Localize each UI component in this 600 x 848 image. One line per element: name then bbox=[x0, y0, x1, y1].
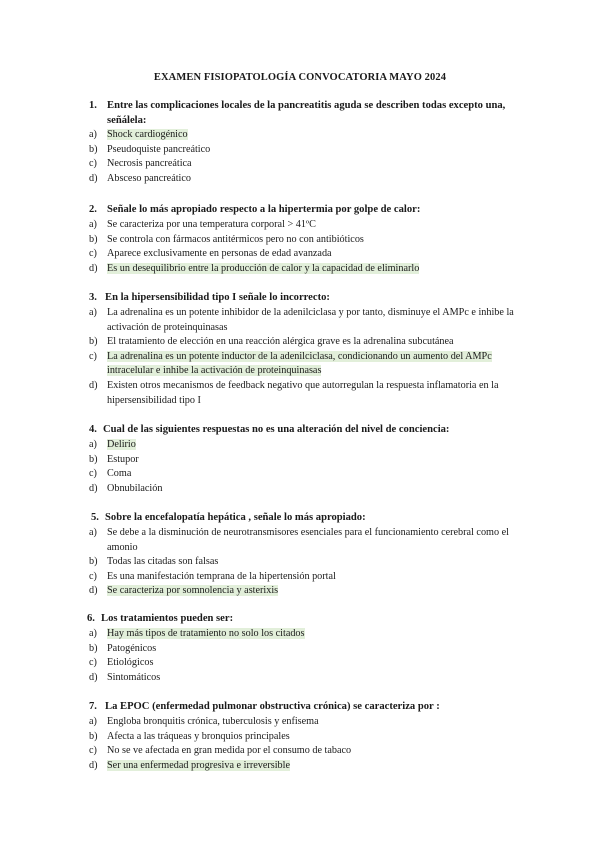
option-letter: d) bbox=[89, 759, 98, 771]
correct-answer-text bbox=[107, 350, 519, 379]
option-text bbox=[107, 233, 519, 248]
option-label: Aparece exclusivamente en personas de edad avanzada bbox=[107, 248, 332, 260]
question-heading bbox=[0, 203, 600, 218]
answer-option-2-d bbox=[0, 262, 600, 277]
option-label: No se ve afectada en gran medida por el consumo de tabaco bbox=[107, 745, 352, 757]
answer-option-2-a bbox=[0, 218, 600, 233]
option-label: La adrenalina es un potente inhibidor de la adenilciclasa y por tanto, disminuye el AMPc e inhibe la activación de proteinquinasas bbox=[107, 307, 514, 333]
question-text: Sobre la encefalopatía hepática , señale lo más apropiado: bbox=[105, 512, 366, 523]
question-6 bbox=[0, 612, 600, 685]
correct-answer-highlight: Delirio bbox=[107, 439, 136, 450]
question-5 bbox=[0, 511, 600, 599]
option-label: Todas las citadas son falsas bbox=[107, 556, 219, 568]
answer-option-1-a bbox=[0, 128, 600, 143]
option-text bbox=[107, 379, 519, 408]
option-text bbox=[107, 671, 519, 686]
question-heading bbox=[0, 99, 600, 128]
option-text bbox=[107, 730, 519, 745]
option-text bbox=[107, 526, 519, 555]
option-label: El tratamiento de elección en una reacción alérgica grave es la adrenalina subcutánea bbox=[107, 336, 454, 348]
answer-option-7-c bbox=[0, 744, 600, 759]
question-number: 5. bbox=[91, 512, 99, 523]
option-text bbox=[107, 656, 519, 671]
question-2 bbox=[0, 203, 600, 276]
option-label: Patogénicos bbox=[107, 642, 157, 654]
option-label: Sintomáticos bbox=[107, 671, 161, 683]
option-letter: b) bbox=[89, 143, 98, 155]
option-letter: c) bbox=[89, 657, 97, 669]
option-label: Existen otros mecanismos de feedback negativo que autorregulan la respuesta inflamatoria en la hipersensibilidad tipo I bbox=[107, 379, 499, 406]
option-text bbox=[107, 555, 519, 570]
correct-answer-highlight: Hay más tipos de tratamiento no solo los citados bbox=[107, 628, 305, 639]
question-number: 2. bbox=[89, 204, 97, 215]
option-letter: c) bbox=[89, 248, 97, 260]
answer-option-4-d bbox=[0, 482, 600, 497]
answer-option-1-c bbox=[0, 157, 600, 172]
option-letter: c) bbox=[89, 468, 97, 480]
option-letter: a) bbox=[89, 628, 97, 639]
correct-answer-highlight: Ser una enfermedad progresiva e irreversible bbox=[107, 759, 291, 771]
answer-option-6-c bbox=[0, 656, 600, 671]
option-text bbox=[107, 218, 519, 233]
answer-option-7-d bbox=[0, 759, 600, 774]
answer-option-6-d bbox=[0, 671, 600, 686]
option-letter: b) bbox=[89, 453, 98, 465]
answer-option-2-c bbox=[0, 247, 600, 262]
option-text bbox=[107, 482, 519, 497]
question-heading bbox=[0, 700, 600, 715]
answer-option-4-b bbox=[0, 453, 600, 468]
option-letter: c) bbox=[89, 745, 97, 757]
answer-option-7-b bbox=[0, 730, 600, 745]
question-text: En la hipersensibilidad tipo I señale lo incorrecto: bbox=[105, 292, 330, 303]
question-heading bbox=[0, 511, 600, 526]
answer-option-2-b bbox=[0, 233, 600, 248]
option-text bbox=[107, 715, 519, 730]
option-letter: a) bbox=[89, 439, 97, 450]
option-text bbox=[107, 172, 519, 187]
option-letter: d) bbox=[89, 482, 98, 494]
option-letter: a) bbox=[89, 307, 97, 318]
option-letter: d) bbox=[89, 379, 98, 391]
option-label: Se caracteriza por una temperatura corporal > 41ºC bbox=[107, 219, 316, 230]
option-label: Absceso pancreático bbox=[107, 172, 192, 184]
option-letter: a) bbox=[89, 219, 97, 230]
question-7 bbox=[0, 700, 600, 773]
correct-answer-highlight: Se caracteriza por somnolencia y asterixis bbox=[107, 585, 279, 597]
option-letter: b) bbox=[89, 336, 98, 348]
option-letter: a) bbox=[89, 527, 97, 538]
option-text bbox=[107, 570, 519, 585]
question-text: La EPOC (enfermedad pulmonar obstructiva crónica) se caracteriza por : bbox=[105, 701, 440, 712]
option-letter: b) bbox=[89, 233, 98, 245]
correct-answer-text bbox=[107, 438, 519, 453]
option-letter: c) bbox=[89, 350, 97, 362]
answer-option-5-d bbox=[0, 584, 600, 599]
correct-answer-text bbox=[107, 627, 519, 642]
correct-answer-highlight: Es un desequilibrio entre la producción de calor y la capacidad de eliminarlo bbox=[107, 262, 420, 274]
option-label: Es una manifestación temprana de la hipertensión portal bbox=[107, 570, 336, 582]
option-letter: d) bbox=[89, 262, 98, 274]
question-number: 3. bbox=[89, 292, 97, 303]
answer-option-3-c bbox=[0, 350, 600, 379]
question-heading bbox=[0, 423, 600, 438]
option-label: Pseudoquiste pancreático bbox=[107, 143, 211, 155]
question-number: 7. bbox=[89, 701, 97, 712]
option-letter: d) bbox=[89, 585, 98, 597]
question-text: Cual de las siguientes respuestas no es una alteración del nivel de conciencia: bbox=[103, 424, 450, 435]
option-text bbox=[107, 642, 519, 657]
option-label: Etiológicos bbox=[107, 657, 154, 669]
option-letter: a) bbox=[89, 716, 97, 727]
answer-option-5-c bbox=[0, 570, 600, 585]
question-heading bbox=[0, 612, 600, 627]
correct-answer-text bbox=[107, 128, 519, 143]
answer-option-3-b bbox=[0, 335, 600, 350]
correct-answer-text bbox=[107, 759, 519, 774]
question-text: Señale lo más apropiado respecto a la hipertermia por golpe de calor: bbox=[107, 204, 421, 215]
question-number: 1. bbox=[89, 100, 97, 111]
answer-option-3-a bbox=[0, 306, 600, 335]
question-number: 4. bbox=[89, 424, 97, 435]
answer-option-3-d bbox=[0, 379, 600, 408]
correct-answer-highlight: Shock cardiogénico bbox=[107, 129, 188, 140]
answer-option-6-b bbox=[0, 642, 600, 657]
option-letter: d) bbox=[89, 172, 98, 184]
answer-option-1-b bbox=[0, 143, 600, 158]
question-number: 6. bbox=[87, 613, 95, 624]
question-3 bbox=[0, 291, 600, 408]
question-text: Los tratamientos pueden ser: bbox=[101, 613, 234, 624]
exam-title: EXAMEN FISIOPATOLOGÍA CONVOCATORIA MAYO 2024 bbox=[153, 72, 447, 83]
option-label: Se debe a la disminución de neurotransmisores esenciales para el funcionamiento cerebral como el amonio bbox=[107, 527, 509, 553]
answer-option-6-a bbox=[0, 627, 600, 642]
option-label: Necrosis pancreática bbox=[107, 158, 192, 170]
option-text bbox=[107, 335, 519, 350]
option-label: Estupor bbox=[107, 453, 139, 465]
answer-option-5-b bbox=[0, 555, 600, 570]
option-letter: a) bbox=[89, 129, 97, 140]
answer-option-4-c bbox=[0, 467, 600, 482]
option-text bbox=[107, 744, 519, 759]
answer-option-1-d bbox=[0, 172, 600, 187]
option-text bbox=[107, 467, 519, 482]
option-label: Se controla con fármacos antitérmicos pero no con antibióticos bbox=[107, 233, 364, 245]
answer-option-7-a bbox=[0, 715, 600, 730]
question-heading bbox=[0, 291, 600, 306]
question-1 bbox=[0, 99, 600, 186]
option-letter: d) bbox=[89, 671, 98, 683]
option-label: Coma bbox=[107, 468, 132, 480]
option-letter: b) bbox=[89, 642, 98, 654]
correct-answer-highlight: La adrenalina es un potente inductor de la adenilciclasa, condicionando un aumento del AMPc intracelular e inhibe la activación de proteinquinasas bbox=[107, 350, 492, 377]
correct-answer-text bbox=[107, 584, 519, 599]
option-label: Afecta a las tráqueas y bronquios principales bbox=[107, 730, 290, 742]
option-text bbox=[107, 157, 519, 172]
answer-option-5-a bbox=[0, 526, 600, 555]
option-text bbox=[107, 453, 519, 468]
option-letter: b) bbox=[89, 730, 98, 742]
question-4 bbox=[0, 423, 600, 496]
option-letter: c) bbox=[89, 158, 97, 170]
option-text bbox=[107, 143, 519, 158]
option-letter: b) bbox=[89, 556, 98, 568]
option-letter: c) bbox=[89, 570, 97, 582]
option-text bbox=[107, 306, 519, 335]
option-label: Obnubilación bbox=[107, 482, 163, 494]
correct-answer-text bbox=[107, 262, 519, 277]
option-label: Engloba bronquitis crónica, tuberculosis y enfisema bbox=[107, 716, 319, 727]
option-text bbox=[107, 247, 519, 262]
question-text: Entre las complicaciones locales de la pancreatitis aguda se describen todas excepto una, señálela: bbox=[107, 100, 506, 126]
answer-option-4-a bbox=[0, 438, 600, 453]
